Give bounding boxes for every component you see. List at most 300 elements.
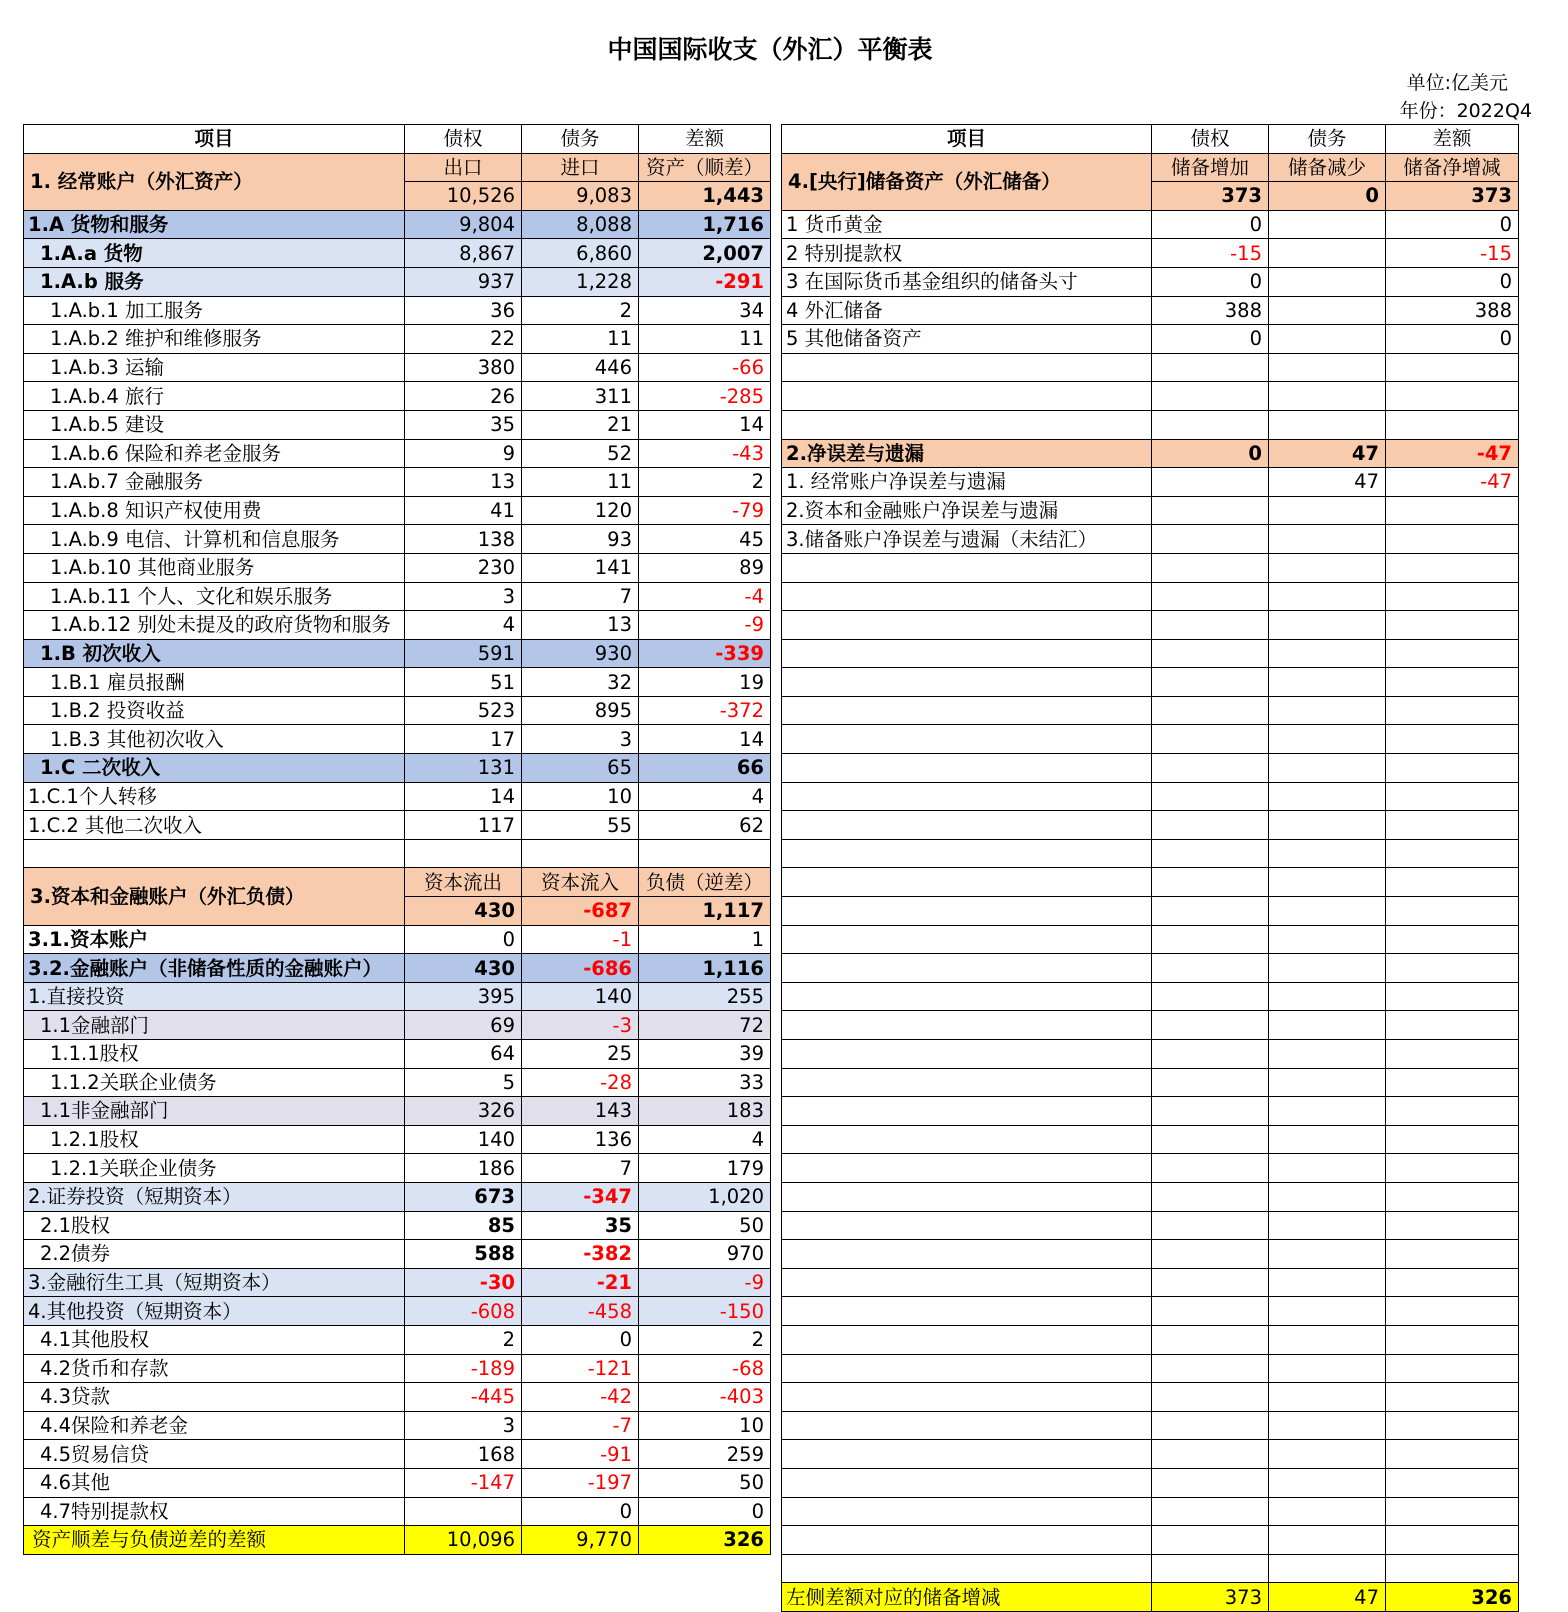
empty-cell xyxy=(1269,1411,1386,1440)
row-label: 1.1.1股权 xyxy=(24,1040,405,1069)
sub-header: 储备减少 xyxy=(1269,153,1386,182)
empty-cell xyxy=(1152,839,1269,868)
row-label: 1.A.b.12 别处未提及的政府货物和服务 xyxy=(24,611,405,640)
credit-cell: 13 xyxy=(405,468,522,497)
errors-label: 2.净误差与遗漏 xyxy=(782,439,1152,468)
debit-cell: 21 xyxy=(522,410,639,439)
credit-cell: 523 xyxy=(405,696,522,725)
empty-cell xyxy=(782,754,1152,783)
net-cell: -4 xyxy=(639,582,771,611)
empty-cell xyxy=(782,353,1152,382)
total-net: 326 xyxy=(1386,1583,1519,1612)
empty-cell xyxy=(1386,382,1519,411)
credit-cell: 26 xyxy=(405,382,522,411)
empty-cell xyxy=(782,1040,1152,1069)
table-row xyxy=(24,1383,771,1412)
empty-cell xyxy=(782,668,1152,697)
empty-cell xyxy=(782,1097,1152,1126)
table-row xyxy=(24,267,771,296)
empty-cell xyxy=(1152,954,1269,983)
credit-cell: 5 xyxy=(405,1068,522,1097)
debit-cell xyxy=(1269,239,1386,268)
blank-row xyxy=(782,1268,1519,1297)
empty-cell xyxy=(782,382,1152,411)
net-cell: 50 xyxy=(639,1468,771,1497)
empty-cell xyxy=(1269,1125,1386,1154)
empty-cell xyxy=(782,410,1152,439)
empty-cell xyxy=(405,839,522,868)
net-cell xyxy=(1386,496,1519,525)
table-row xyxy=(24,525,771,554)
empty-cell xyxy=(1269,897,1386,926)
debit-cell: 120 xyxy=(522,496,639,525)
debit-cell: 3 xyxy=(522,725,639,754)
row-label: 3.2.金融账户（非储备性质的金融账户） xyxy=(24,954,405,983)
empty-cell xyxy=(1269,1297,1386,1326)
net-cell: 259 xyxy=(639,1440,771,1469)
debit-cell: 143 xyxy=(522,1097,639,1126)
empty-cell xyxy=(1386,668,1519,697)
credit-cell: 9 xyxy=(405,439,522,468)
empty-cell xyxy=(1386,1268,1519,1297)
credit-cell: 3 xyxy=(405,1411,522,1440)
empty-cell xyxy=(1386,611,1519,640)
table-row xyxy=(24,754,771,783)
credit-cell: 36 xyxy=(405,296,522,325)
empty-cell xyxy=(1152,611,1269,640)
net-cell: 11 xyxy=(639,325,771,354)
total-credit: 10,096 xyxy=(405,1526,522,1555)
empty-cell xyxy=(1152,725,1269,754)
debit-cell: 136 xyxy=(522,1125,639,1154)
sub-header: 储备净增减 xyxy=(1386,153,1519,182)
empty-cell xyxy=(1269,925,1386,954)
blank-row xyxy=(782,725,1519,754)
empty-cell xyxy=(1269,1097,1386,1126)
empty-cell xyxy=(782,1383,1152,1412)
empty-cell xyxy=(1269,954,1386,983)
empty-cell xyxy=(1386,353,1519,382)
empty-cell xyxy=(782,982,1152,1011)
blank-row xyxy=(782,1125,1519,1154)
debit-cell: -382 xyxy=(522,1240,639,1269)
empty-cell xyxy=(1386,1440,1519,1469)
net-cell: -43 xyxy=(639,439,771,468)
credit-cell: 140 xyxy=(405,1125,522,1154)
net-cell xyxy=(1386,525,1519,554)
capital-account-row xyxy=(24,868,771,897)
table-row xyxy=(24,611,771,640)
debit-cell: -347 xyxy=(522,1182,639,1211)
blank-row xyxy=(782,1040,1519,1069)
empty-cell xyxy=(1386,1211,1519,1240)
header-row xyxy=(782,125,1519,154)
credit-cell: -445 xyxy=(405,1383,522,1412)
credit-cell: 937 xyxy=(405,267,522,296)
debit-cell: 55 xyxy=(522,811,639,840)
empty-cell xyxy=(1386,954,1519,983)
debit-cell: -197 xyxy=(522,1468,639,1497)
credit-cell: 0 xyxy=(1152,210,1269,239)
net-cell: 255 xyxy=(639,982,771,1011)
table-row xyxy=(24,439,771,468)
value-cell: 1,443 xyxy=(639,182,771,211)
debit-cell: 65 xyxy=(522,754,639,783)
row-label: 1.A.b.7 金融服务 xyxy=(24,468,405,497)
total-net: 326 xyxy=(639,1526,771,1555)
sub-header: 资产（顺差） xyxy=(639,153,771,182)
credit-cell: 0 xyxy=(1152,439,1269,468)
empty-cell xyxy=(782,868,1152,897)
credit-cell: 388 xyxy=(1152,296,1269,325)
row-label: 1.A.b.2 维护和维修服务 xyxy=(24,325,405,354)
capital-account-label: 3.资本和金融账户（外汇负债） xyxy=(24,868,405,925)
empty-cell xyxy=(1152,382,1269,411)
credit-cell: -147 xyxy=(405,1468,522,1497)
empty-cell xyxy=(1386,1497,1519,1526)
empty-cell xyxy=(1386,1526,1519,1555)
credit-cell: 51 xyxy=(405,668,522,697)
credit-cell: 430 xyxy=(405,954,522,983)
net-cell: 2,007 xyxy=(639,239,771,268)
blank-row xyxy=(782,1411,1519,1440)
empty-cell xyxy=(1269,582,1386,611)
unit-label: 单位:亿美元 xyxy=(1406,72,1508,94)
row-label: 3.金融衍生工具（短期资本） xyxy=(24,1268,405,1297)
sub-header: 资本流入 xyxy=(522,868,639,897)
debit-cell: 11 xyxy=(522,468,639,497)
column-header: 项目 xyxy=(782,125,1152,154)
row-label: 1.1金融部门 xyxy=(24,1011,405,1040)
debit-cell: 7 xyxy=(522,1154,639,1183)
empty-cell xyxy=(1386,1125,1519,1154)
debit-cell xyxy=(1269,525,1386,554)
net-cell: 66 xyxy=(639,754,771,783)
empty-cell xyxy=(782,839,1152,868)
table-row xyxy=(24,1182,771,1211)
current-account-row xyxy=(24,153,771,182)
credit-cell: 0 xyxy=(1152,325,1269,354)
empty-cell xyxy=(1386,696,1519,725)
table-row xyxy=(24,496,771,525)
row-label: 1.A.b.3 运输 xyxy=(24,353,405,382)
blank-row xyxy=(782,1554,1519,1583)
table-row xyxy=(24,210,771,239)
credit-cell: 64 xyxy=(405,1040,522,1069)
credit-cell: 168 xyxy=(405,1440,522,1469)
net-cell: -285 xyxy=(639,382,771,411)
net-cell: 1,716 xyxy=(639,210,771,239)
empty-cell xyxy=(782,1154,1152,1183)
empty-cell xyxy=(1386,782,1519,811)
row-label: 1.2.1股权 xyxy=(24,1125,405,1154)
net-cell: -47 xyxy=(1386,439,1519,468)
row-label: 1.B 初次收入 xyxy=(24,639,405,668)
table-row xyxy=(24,1211,771,1240)
empty-cell xyxy=(1386,1068,1519,1097)
empty-cell xyxy=(1386,1240,1519,1269)
credit-cell: 230 xyxy=(405,553,522,582)
empty-cell xyxy=(1269,1383,1386,1412)
debit-cell: 32 xyxy=(522,668,639,697)
debit-cell xyxy=(1269,325,1386,354)
net-cell: -15 xyxy=(1386,239,1519,268)
page-title: 中国国际收支（外汇）平衡表 xyxy=(607,35,933,64)
empty-cell xyxy=(1152,1411,1269,1440)
table-row xyxy=(24,1497,771,1526)
net-cell: 45 xyxy=(639,525,771,554)
empty-cell xyxy=(522,839,639,868)
empty-cell xyxy=(1269,353,1386,382)
net-cell: -372 xyxy=(639,696,771,725)
blank-row xyxy=(782,954,1519,983)
net-cell: 10 xyxy=(639,1411,771,1440)
empty-cell xyxy=(1386,1411,1519,1440)
empty-cell xyxy=(1152,553,1269,582)
debit-cell: -458 xyxy=(522,1297,639,1326)
blank-row xyxy=(782,582,1519,611)
credit-cell: 69 xyxy=(405,1011,522,1040)
empty-cell xyxy=(1386,582,1519,611)
debit-cell xyxy=(1269,496,1386,525)
row-label: 1.1.2关联企业债务 xyxy=(24,1068,405,1097)
table-row xyxy=(24,1040,771,1069)
debit-cell: 0 xyxy=(522,1325,639,1354)
empty-cell xyxy=(1152,1554,1269,1583)
row-label: 1.A.a 货物 xyxy=(24,239,405,268)
credit-cell: -30 xyxy=(405,1268,522,1297)
empty-cell xyxy=(1152,1497,1269,1526)
empty-cell xyxy=(1269,868,1386,897)
net-cell: 1,020 xyxy=(639,1182,771,1211)
credit-cell xyxy=(1152,496,1269,525)
row-label: 4.3贷款 xyxy=(24,1383,405,1412)
net-cell: -79 xyxy=(639,496,771,525)
row-label: 1.B.2 投资收益 xyxy=(24,696,405,725)
credit-cell: 395 xyxy=(405,982,522,1011)
row-label: 4.1其他股权 xyxy=(24,1325,405,1354)
empty-cell xyxy=(782,725,1152,754)
blank-row xyxy=(782,1383,1519,1412)
empty-cell xyxy=(1152,925,1269,954)
credit-cell: 588 xyxy=(405,1240,522,1269)
empty-cell xyxy=(782,925,1152,954)
errors-row xyxy=(782,439,1519,468)
empty-cell xyxy=(782,954,1152,983)
value-cell: 0 xyxy=(1269,182,1386,211)
total-label: 左侧差额对应的储备增减 xyxy=(782,1583,1152,1612)
empty-cell xyxy=(1152,982,1269,1011)
net-cell: 0 xyxy=(639,1497,771,1526)
empty-cell xyxy=(1386,1011,1519,1040)
table-row xyxy=(24,1068,771,1097)
empty-cell xyxy=(1386,868,1519,897)
blank-row xyxy=(782,1526,1519,1555)
blank-row xyxy=(782,553,1519,582)
debit-cell: -21 xyxy=(522,1268,639,1297)
row-label: 4 外汇储备 xyxy=(782,296,1152,325)
empty-cell xyxy=(1269,1182,1386,1211)
header-row xyxy=(24,125,771,154)
empty-cell xyxy=(1152,1125,1269,1154)
row-label: 1.C.1个人转移 xyxy=(24,782,405,811)
value-cell: 373 xyxy=(1386,182,1519,211)
row-label: 1.A.b.6 保险和养老金服务 xyxy=(24,439,405,468)
blank-row xyxy=(782,1211,1519,1240)
table-row xyxy=(24,696,771,725)
table-row xyxy=(782,267,1519,296)
row-label: 2.1股权 xyxy=(24,1211,405,1240)
empty-cell xyxy=(1152,782,1269,811)
empty-cell xyxy=(1152,1526,1269,1555)
blank-row xyxy=(24,839,771,868)
credit-cell xyxy=(1152,525,1269,554)
empty-cell xyxy=(1152,410,1269,439)
row-label: 1.C.2 其他二次收入 xyxy=(24,811,405,840)
debit-cell: 93 xyxy=(522,525,639,554)
value-cell: -687 xyxy=(522,897,639,926)
empty-cell xyxy=(1269,1468,1386,1497)
row-label: 1 货币黄金 xyxy=(782,210,1152,239)
empty-cell xyxy=(1269,1240,1386,1269)
debit-cell xyxy=(1269,210,1386,239)
credit-cell: 186 xyxy=(405,1154,522,1183)
row-label: 1.1非金融部门 xyxy=(24,1097,405,1126)
credit-cell: 138 xyxy=(405,525,522,554)
empty-cell xyxy=(1152,1440,1269,1469)
row-label: 4.6其他 xyxy=(24,1468,405,1497)
table-row xyxy=(24,353,771,382)
row-label: 1.A.b.9 电信、计算机和信息服务 xyxy=(24,525,405,554)
table-row xyxy=(24,553,771,582)
debit-cell: 47 xyxy=(1269,439,1386,468)
row-label: 2.2债券 xyxy=(24,1240,405,1269)
net-cell: 4 xyxy=(639,1125,771,1154)
debit-cell: 52 xyxy=(522,439,639,468)
net-cell: 34 xyxy=(639,296,771,325)
net-cell: 179 xyxy=(639,1154,771,1183)
row-label: 5 其他储备资产 xyxy=(782,325,1152,354)
table-row xyxy=(24,1411,771,1440)
credit-cell: -608 xyxy=(405,1297,522,1326)
empty-cell xyxy=(1152,668,1269,697)
table-row xyxy=(24,239,771,268)
table-row xyxy=(24,925,771,954)
empty-cell xyxy=(1386,410,1519,439)
net-cell: -339 xyxy=(639,639,771,668)
sub-header: 资本流出 xyxy=(405,868,522,897)
empty-cell xyxy=(1269,1011,1386,1040)
empty-cell xyxy=(1152,639,1269,668)
table-row xyxy=(24,468,771,497)
debit-cell: 140 xyxy=(522,982,639,1011)
debit-cell: 930 xyxy=(522,639,639,668)
blank-row xyxy=(782,982,1519,1011)
column-header: 债务 xyxy=(522,125,639,154)
net-cell: 72 xyxy=(639,1011,771,1040)
credit-cell: 22 xyxy=(405,325,522,354)
empty-cell xyxy=(1269,1268,1386,1297)
empty-cell xyxy=(782,1125,1152,1154)
value-cell: 430 xyxy=(405,897,522,926)
empty-cell xyxy=(1269,668,1386,697)
empty-cell xyxy=(1386,925,1519,954)
empty-cell xyxy=(1269,1554,1386,1583)
table-row xyxy=(24,1354,771,1383)
table-row xyxy=(24,1011,771,1040)
table-row xyxy=(24,639,771,668)
column-header: 债权 xyxy=(405,125,522,154)
empty-cell xyxy=(782,1240,1152,1269)
blank-row xyxy=(782,668,1519,697)
empty-cell xyxy=(1386,1154,1519,1183)
value-cell: 9,083 xyxy=(522,182,639,211)
empty-cell xyxy=(1269,782,1386,811)
row-label: 2.资本和金融账户净误差与遗漏 xyxy=(782,496,1152,525)
net-cell: 1,116 xyxy=(639,954,771,983)
empty-cell xyxy=(1269,1211,1386,1240)
credit-cell: 326 xyxy=(405,1097,522,1126)
blank-row xyxy=(782,611,1519,640)
row-label: 1.A.b.5 建设 xyxy=(24,410,405,439)
debit-cell: 7 xyxy=(522,582,639,611)
net-cell: 50 xyxy=(639,1211,771,1240)
empty-cell xyxy=(1269,754,1386,783)
row-label: 3.1.资本账户 xyxy=(24,925,405,954)
row-label: 1.A.b.8 知识产权使用费 xyxy=(24,496,405,525)
row-label: 4.4保险和养老金 xyxy=(24,1411,405,1440)
table-row xyxy=(24,811,771,840)
empty-cell xyxy=(1269,1526,1386,1555)
net-cell: -9 xyxy=(639,1268,771,1297)
table-row xyxy=(782,296,1519,325)
net-cell: -150 xyxy=(639,1297,771,1326)
empty-cell xyxy=(1269,1325,1386,1354)
empty-cell xyxy=(1152,1383,1269,1412)
empty-cell xyxy=(1386,754,1519,783)
total-debit: 47 xyxy=(1269,1583,1386,1612)
column-header: 债务 xyxy=(1269,125,1386,154)
debit-cell: -1 xyxy=(522,925,639,954)
empty-cell xyxy=(1386,725,1519,754)
debit-cell: -42 xyxy=(522,1383,639,1412)
table-row xyxy=(24,782,771,811)
blank-row xyxy=(782,1240,1519,1269)
left-table xyxy=(23,124,771,1555)
debit-cell xyxy=(1269,267,1386,296)
table-row xyxy=(24,1097,771,1126)
empty-cell xyxy=(782,696,1152,725)
table-row xyxy=(24,1268,771,1297)
empty-cell xyxy=(782,811,1152,840)
credit-cell: 8,867 xyxy=(405,239,522,268)
sub-header: 负债（逆差） xyxy=(639,868,771,897)
table-row xyxy=(782,525,1519,554)
net-cell: -291 xyxy=(639,267,771,296)
credit-cell: 14 xyxy=(405,782,522,811)
row-label: 4.7特别提款权 xyxy=(24,1497,405,1526)
empty-cell xyxy=(1386,1097,1519,1126)
empty-cell xyxy=(1269,1068,1386,1097)
blank-row xyxy=(782,1468,1519,1497)
empty-cell xyxy=(1269,696,1386,725)
blank-row xyxy=(782,1011,1519,1040)
blank-row xyxy=(782,868,1519,897)
blank-row xyxy=(782,925,1519,954)
credit-cell: 0 xyxy=(405,925,522,954)
credit-cell xyxy=(1152,468,1269,497)
debit-cell: 35 xyxy=(522,1211,639,1240)
